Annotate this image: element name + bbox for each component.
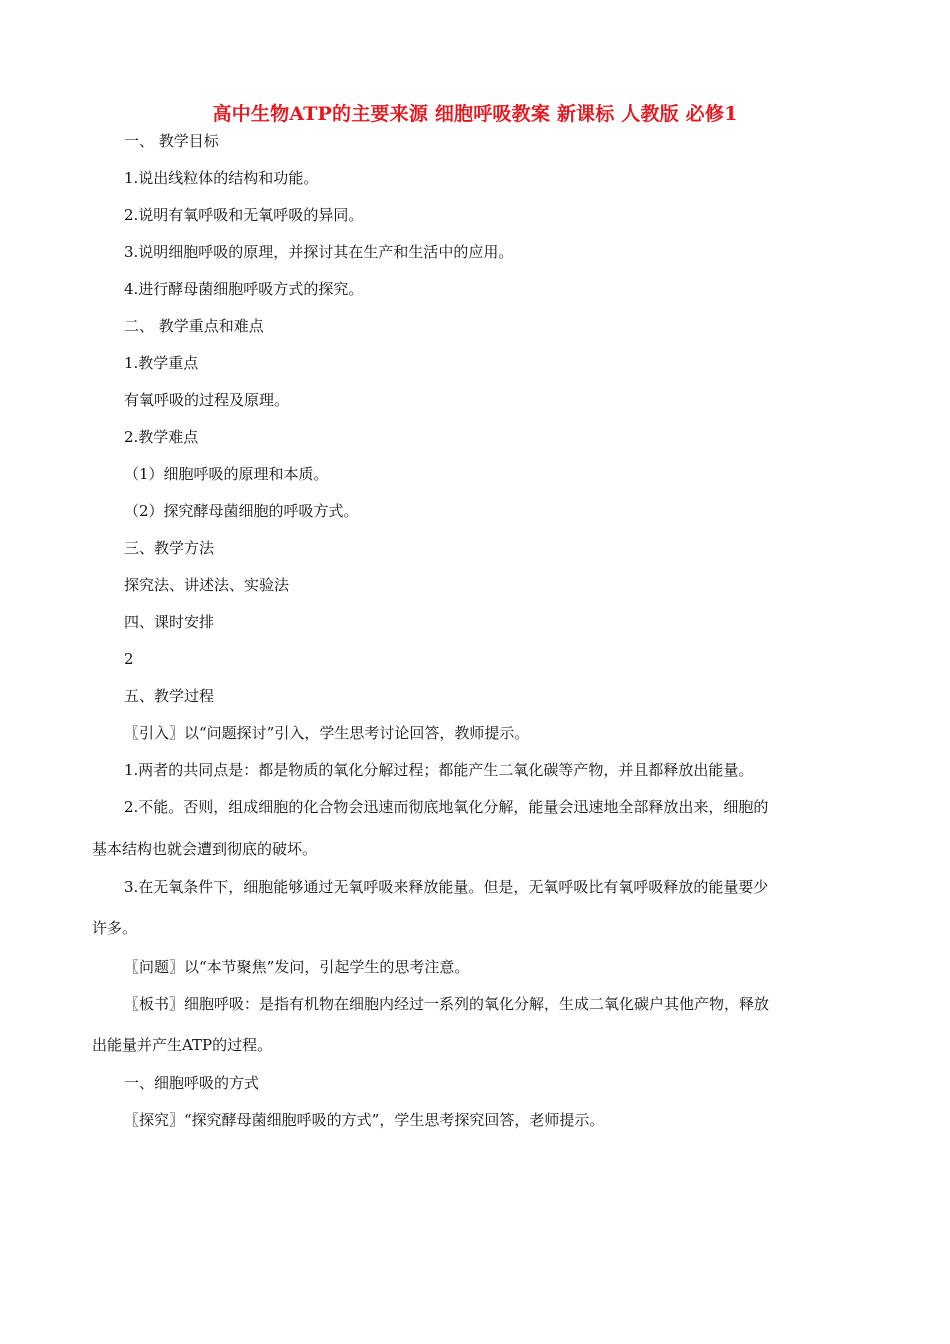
paragraph-line: 〖探究〗“探究酵母菌细胞呼吸的方式”，学生思考探究回答，老师提示。	[124, 1111, 605, 1129]
document-title: 高中生物ATP的主要来源 细胞呼吸教案 新课标 人教版 必修1	[212, 103, 738, 125]
paragraph-line: 探究法、讲述法、实验法	[124, 576, 290, 594]
paragraph-line: 1.说出线粒体的结构和功能。	[124, 169, 319, 187]
heading-5: 五、教学过程	[124, 687, 215, 705]
paragraph-line: 2.说明有氧呼吸和无氧呼吸的异同。	[124, 206, 364, 224]
paragraph-line: 3.说明细胞呼吸的原理，并探讨其在生产和生活中的应用。	[124, 243, 514, 261]
paragraph-line: （2）探究酵母菌细胞的呼吸方式。	[124, 502, 359, 520]
paragraph-line: 1.教学重点	[124, 354, 199, 372]
heading-3: 三、教学方法	[124, 539, 215, 557]
heading-1: 一、 教学目标	[124, 132, 219, 150]
paragraph-line: 〖板书〗细胞呼吸：是指有机物在细胞内经过一系列的氧化分解，生成二氧化碳户其他产物，释放	[124, 995, 770, 1013]
paragraph-line: 许多。	[92, 919, 138, 937]
heading-6: 一、细胞呼吸的方式	[124, 1074, 260, 1092]
paragraph-line: 2	[124, 650, 134, 668]
heading-2: 二、 教学重点和难点	[124, 317, 264, 335]
paragraph-line: 2.教学难点	[124, 428, 199, 446]
paragraph-line: 有氧呼吸的过程及原理。	[124, 391, 290, 409]
paragraph-line: 1.两者的共同点是：都是物质的氧化分解过程；都能产生二氧化碳等产物，并且都释放出能量。	[124, 761, 754, 779]
paragraph-line: 出能量并产生ATP的过程。	[92, 1036, 273, 1054]
paragraph-line: 〖问题〗以“本节聚焦”发问，引起学生的思考注意。	[124, 958, 470, 976]
paragraph-line: 2.不能。否则，组成细胞的化合物会迅速而彻底地氧化分解，能量会迅速地全部释放出来，细胞的	[124, 798, 769, 816]
paragraph-line: 4.进行酵母菌细胞呼吸方式的探究。	[124, 280, 364, 298]
paragraph-line: 〖引入〗以“问题探讨”引入，学生思考讨论回答，教师提示。	[124, 724, 530, 742]
paragraph-line: （1）细胞呼吸的原理和本质。	[124, 465, 329, 483]
paragraph-line: 基本结构也就会遭到彻底的破坏。	[92, 840, 318, 858]
heading-4: 四、课时安排	[124, 613, 215, 631]
paragraph-line: 3.在无氧条件下，细胞能够通过无氧呼吸来释放能量。但是，无氧呼吸比有氧呼吸释放的能量要少	[124, 878, 769, 896]
